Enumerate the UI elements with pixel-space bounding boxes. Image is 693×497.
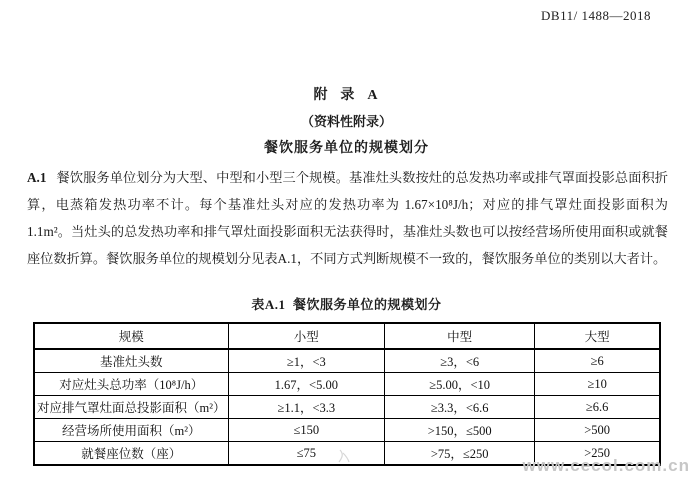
table-cell: ≥10 [535,373,660,396]
table-cell: ≥3，<6 [385,349,535,373]
table-row [34,373,660,396]
scale-table [33,322,661,466]
table-cell: >75，≤250 [385,442,535,466]
appendix-title: 附 录 A [313,88,380,103]
table-cell: >250 [535,442,660,466]
appendix-heading: 餐饮服务单位的规模划分 [264,141,429,156]
row-label: 对应灶头总功率（10⁸J/h） [34,373,228,396]
scan-artifact-icon [337,448,351,464]
table-row [34,349,660,373]
col-header-scale: 规模 [34,323,228,349]
table-cell: ≥6.6 [535,396,660,419]
watermark: www.cecol.com.cn [522,456,690,475]
table-cell: ≥5.00，<10 [385,373,535,396]
row-label: 就餐座位数（座） [34,442,228,466]
table-cell: ≥3.3，<6.6 [385,396,535,419]
clause-text: 餐饮服务单位划分为大型、中型和小型三个规模。基准灶头数按灶的总发热功率或排气罩面投影总面积折算，电蒸箱发热功率不计。每个基准灶头对应的发热功率为 1.67×10⁸J/h；对应的排气罩灶面投影面积为 1.1m²。当灶头的总发热功率和排气罩灶面投影面积无法获得时，基准灶头数也可以按经营场所使用面积或就餐座位数折算。餐饮服务单位的规模划分见表A.1，不同方式判断规模不一致的，餐饮服务单位的类别以大者计。 [27,170,668,266]
table-header-row [34,323,660,349]
standard-code: DB11/ 1488—2018 [541,8,651,23]
table-cell: >150，≤500 [385,419,535,442]
appendix-subtitle: （资料性附录） [300,114,392,129]
table-row [34,419,660,442]
clause-number: A.1 [27,170,47,185]
col-header-large: 大型 [535,323,660,349]
table-cell: ≤150 [228,419,385,442]
table-cell: 1.67，<5.00 [228,373,385,396]
table-cell: ≥1，<3 [228,349,385,373]
row-label: 经营场所使用面积（m²） [34,419,228,442]
row-label: 基准灶头数 [34,349,228,373]
table-cell: ≥6 [535,349,660,373]
table-cell: ≥1.1，<3.3 [228,396,385,419]
row-label: 对应排气罩灶面总投影面积（m²） [34,396,228,419]
table-title: 表A.1 餐饮服务单位的规模划分 [251,297,442,312]
col-header-medium: 中型 [385,323,535,349]
col-header-small: 小型 [228,323,385,349]
appendix-title-block [0,84,693,157]
table-cell: ≤75 [228,442,385,466]
table-cell: >500 [535,419,660,442]
table-row [34,396,660,419]
clause-a1 [27,164,668,272]
